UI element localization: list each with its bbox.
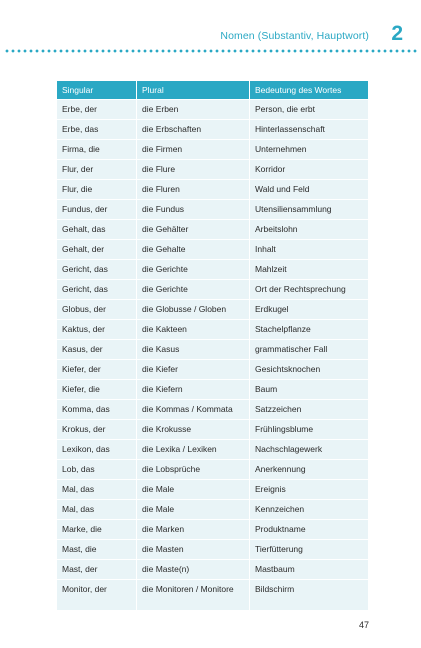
table-row [57, 380, 369, 400]
plural-cell: die Masten [137, 540, 250, 560]
singular-cell: Kiefer, die [57, 380, 137, 400]
plural-cell: die Lobsprüche [137, 460, 250, 480]
table-row [57, 180, 369, 200]
page-number: 47 [358, 620, 369, 630]
singular-cell: Gehalt, das [57, 220, 137, 240]
plural-cell: die Erbschaften [137, 120, 250, 140]
singular-cell: Lob, das [57, 460, 137, 480]
column-header-singular: Singular [57, 81, 137, 100]
singular-cell: Fundus, der [57, 200, 137, 220]
plural-cell: die Flure [137, 160, 250, 180]
meaning-cell: Gesichtsknochen [250, 360, 369, 380]
meaning-cell: Kennzeichen [250, 500, 369, 520]
table-row [57, 140, 369, 160]
dotted-divider [4, 49, 417, 53]
meaning-cell: Person, die erbt [250, 100, 369, 120]
meaning-cell: Baum [250, 380, 369, 400]
meaning-cell: Inhalt [250, 240, 369, 260]
table-body [57, 100, 369, 611]
table-row [57, 120, 369, 140]
table-row [57, 480, 369, 500]
meaning-cell: Tierfütterung [250, 540, 369, 560]
singular-cell: Mal, das [57, 500, 137, 520]
singular-cell: Marke, die [57, 520, 137, 540]
table-row [57, 260, 369, 280]
plural-cell: die Kiefern [137, 380, 250, 400]
singular-cell: Globus, der [57, 300, 137, 320]
singular-cell: Flur, der [57, 160, 137, 180]
noun-table [56, 80, 369, 611]
plural-cell: die Fluren [137, 180, 250, 200]
singular-cell: Mast, der [57, 560, 137, 580]
plural-cell: die Firmen [137, 140, 250, 160]
table-row [57, 580, 369, 611]
meaning-cell: Ereignis [250, 480, 369, 500]
table-row [57, 460, 369, 480]
plural-cell: die Marken [137, 520, 250, 540]
plural-cell: die Maste(n) [137, 560, 250, 580]
meaning-cell: grammatischer Fall [250, 340, 369, 360]
singular-cell: Kasus, der [57, 340, 137, 360]
table-row [57, 440, 369, 460]
table-row [57, 160, 369, 180]
table-row [57, 560, 369, 580]
meaning-cell: Wald und Feld [250, 180, 369, 200]
table-row [57, 520, 369, 540]
plural-cell: die Fundus [137, 200, 250, 220]
plural-cell: die Gehälter [137, 220, 250, 240]
chapter-title: Nomen (Substantiv, Hauptwort) [220, 30, 369, 42]
singular-cell: Gericht, das [57, 280, 137, 300]
noun-table-container [56, 80, 368, 611]
singular-cell: Mast, die [57, 540, 137, 560]
plural-cell: die Kiefer [137, 360, 250, 380]
plural-cell: die Male [137, 500, 250, 520]
meaning-cell: Unternehmen [250, 140, 369, 160]
meaning-cell: Stachelpflanze [250, 320, 369, 340]
meaning-cell: Anerkennung [250, 460, 369, 480]
singular-cell: Gehalt, der [57, 240, 137, 260]
table-row [57, 540, 369, 560]
plural-cell: die Kommas / Kommata [137, 400, 250, 420]
singular-cell: Firma, die [57, 140, 137, 160]
table-row [57, 500, 369, 520]
table-row [57, 200, 369, 220]
singular-cell: Kiefer, der [57, 360, 137, 380]
table-row [57, 240, 369, 260]
meaning-cell: Satzzeichen [250, 400, 369, 420]
plural-cell: die Gehalte [137, 240, 250, 260]
meaning-cell: Bildschirm [250, 580, 369, 611]
meaning-cell: Mastbaum [250, 560, 369, 580]
table-row [57, 100, 369, 120]
meaning-cell: Produktname [250, 520, 369, 540]
meaning-cell: Utensiliensammlung [250, 200, 369, 220]
singular-cell: Krokus, der [57, 420, 137, 440]
singular-cell: Erbe, das [57, 120, 137, 140]
plural-cell: die Kakteen [137, 320, 250, 340]
meaning-cell: Hinterlassenschaft [250, 120, 369, 140]
table-header-row [57, 81, 369, 100]
plural-cell: die Male [137, 480, 250, 500]
singular-cell: Kaktus, der [57, 320, 137, 340]
table-row [57, 300, 369, 320]
table-row [57, 320, 369, 340]
plural-cell: die Kasus [137, 340, 250, 360]
plural-cell: die Gerichte [137, 280, 250, 300]
singular-cell: Monitor, der [57, 580, 137, 611]
meaning-cell: Ort der Rechtsprechung [250, 280, 369, 300]
table-row [57, 360, 369, 380]
page-header [0, 22, 421, 48]
plural-cell: die Lexika / Lexiken [137, 440, 250, 460]
plural-cell: die Globusse / Globen [137, 300, 250, 320]
meaning-cell: Nachschlagewerk [250, 440, 369, 460]
singular-cell: Gericht, das [57, 260, 137, 280]
table-row [57, 400, 369, 420]
meaning-cell: Frühlingsblume [250, 420, 369, 440]
singular-cell: Komma, das [57, 400, 137, 420]
singular-cell: Lexikon, das [57, 440, 137, 460]
meaning-cell: Arbeitslohn [250, 220, 369, 240]
column-header-meaning: Bedeutung des Wortes [250, 81, 369, 100]
meaning-cell: Erdkugel [250, 300, 369, 320]
plural-cell: die Krokusse [137, 420, 250, 440]
column-header-plural: Plural [137, 81, 250, 100]
table-row [57, 420, 369, 440]
plural-cell: die Gerichte [137, 260, 250, 280]
singular-cell: Erbe, der [57, 100, 137, 120]
table-row [57, 280, 369, 300]
meaning-cell: Korridor [250, 160, 369, 180]
plural-cell: die Erben [137, 100, 250, 120]
plural-cell: die Monitoren / Monitore [137, 580, 250, 611]
table-row [57, 340, 369, 360]
singular-cell: Mal, das [57, 480, 137, 500]
meaning-cell: Mahlzeit [250, 260, 369, 280]
table-row [57, 220, 369, 240]
chapter-number: 2 [391, 22, 403, 45]
singular-cell: Flur, die [57, 180, 137, 200]
